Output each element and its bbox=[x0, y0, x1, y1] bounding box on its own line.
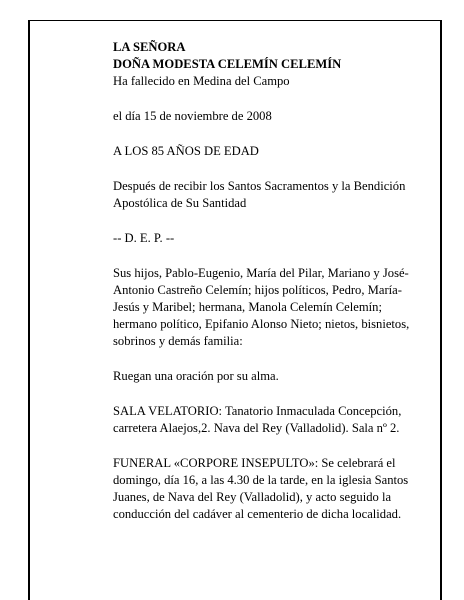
rip-line: -- D. E. P. -- bbox=[113, 231, 175, 245]
death-date: el día 15 de noviembre de 2008 bbox=[113, 109, 272, 123]
funeral-paragraph: FUNERAL «CORPORE INSEPULTO»: Se celebrará el domingo, día 16, a las 4.30 de la tarde, en la iglesia Santos Juanes, de Nava del Rey (Valladolid), y acto seguido la conducción del cadáver al cementerio de dicha localidad. bbox=[113, 456, 409, 521]
prayer-line: Ruegan una oración por su alma. bbox=[113, 369, 279, 383]
deceased-place: Ha fallecido en Medina del Campo bbox=[113, 74, 290, 88]
frame-top-border bbox=[28, 20, 442, 21]
obituary-notice bbox=[113, 39, 428, 523]
notice-title-name: DOÑA MODESTA CELEMÍN CELEMÍN bbox=[113, 57, 342, 71]
age-line: A LOS 85 AÑOS DE EDAD bbox=[113, 144, 259, 158]
frame-left-border bbox=[28, 20, 30, 600]
family-paragraph: Sus hijos, Pablo-Eugenio, María del Pilar, Mariano y José-Antonio Castreño Celemín; hijos políticos, Pedro, María-Jesús y Maribel; hermana, Manola Celemín Celemín; hermano político, Epifanio Alonso Nieto; nietos, bisnietos, sobrinos y demás familia: bbox=[113, 266, 410, 348]
sacraments-paragraph: Después de recibir los Santos Sacramentos y la Bendición Apostólica de Su Santidad bbox=[113, 179, 406, 210]
notice-title-line1: LA SEÑORA bbox=[113, 40, 186, 54]
frame-right-border bbox=[440, 20, 442, 600]
wake-paragraph: SALA VELATORIO: Tanatorio Inmaculada Concepción, carretera Alaejos,2. Nava del Rey (Valladolid). Sala nº 2. bbox=[113, 404, 402, 435]
